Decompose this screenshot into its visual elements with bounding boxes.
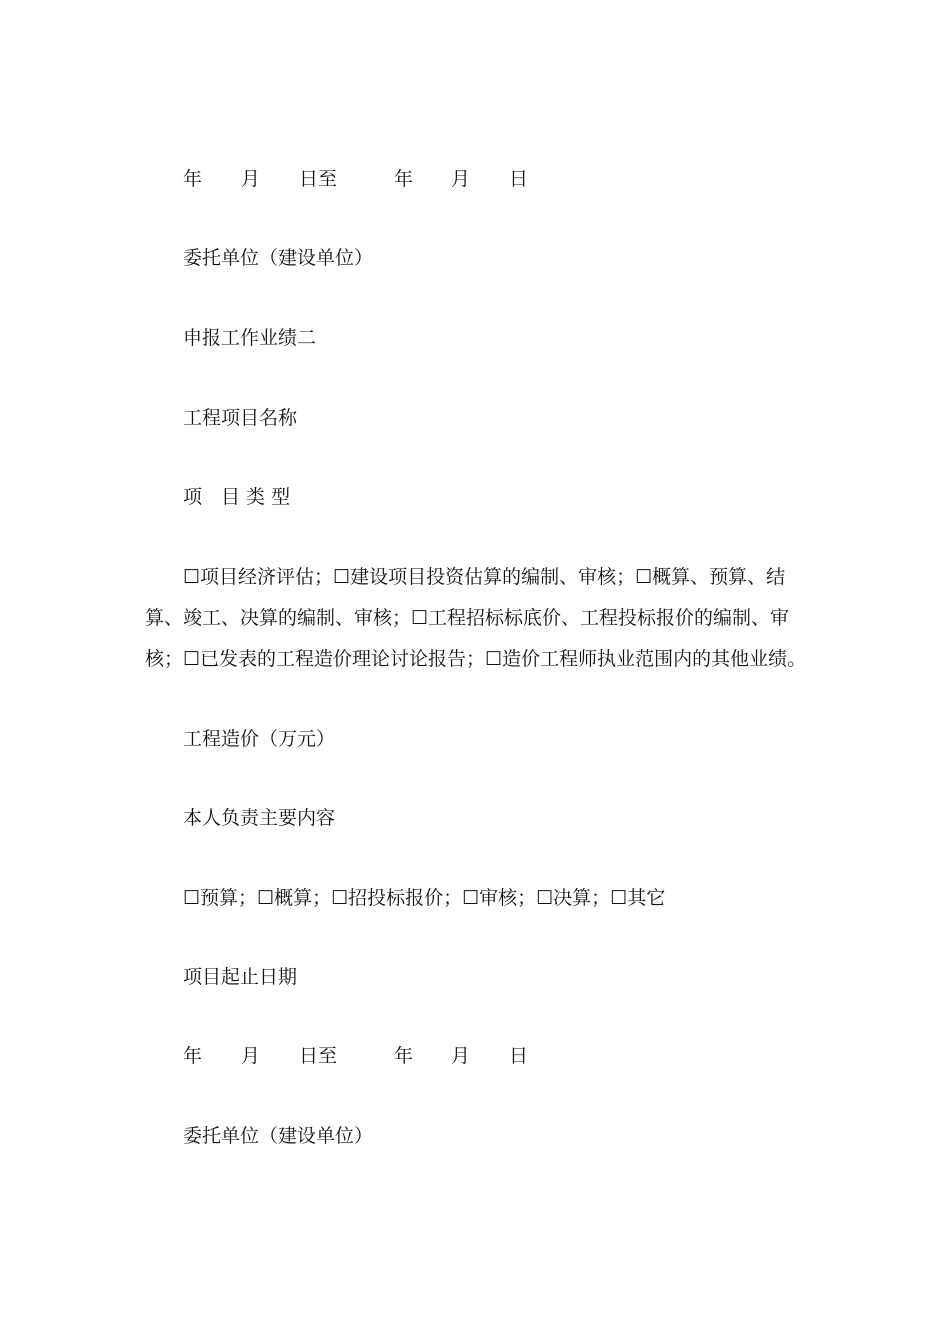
performance-heading: 申报工作业绩二 xyxy=(183,327,317,349)
day-to-label: 日至 xyxy=(299,1045,338,1067)
year-label: 年 xyxy=(394,168,414,190)
year-label: 年 xyxy=(394,1045,414,1067)
month-label: 月 xyxy=(241,1045,261,1067)
responsibility-label: 本人负责主要内容 xyxy=(183,807,336,829)
project-type-options-line-3: 核；☐已发表的工程造价理论讨论报告；☐造价工程师执业范围内的其他业绩。 xyxy=(145,648,807,670)
client-unit-label: 委托单位（建设单位） xyxy=(183,247,374,269)
month-label: 月 xyxy=(451,168,471,190)
day-label: 日 xyxy=(509,1045,529,1067)
month-label: 月 xyxy=(451,1045,471,1067)
year-label: 年 xyxy=(183,1045,203,1067)
responsibility-options: ☐预算；☐概算；☐招投标报价；☐审核；☐决算；☐其它 xyxy=(183,887,666,909)
project-cost-label: 工程造价（万元） xyxy=(183,728,336,750)
project-dates-label: 项目起止日期 xyxy=(183,966,298,988)
day-to-label: 日至 xyxy=(299,168,338,190)
month-label: 月 xyxy=(241,168,261,190)
project-type-label: 项 目 类 型 xyxy=(183,486,291,508)
client-unit-label: 委托单位（建设单位） xyxy=(183,1125,374,1147)
project-type-options-line-2: 算、竣工、决算的编制、审核；☐工程招标标底价、工程投标报价的编制、审 xyxy=(145,607,790,629)
day-label: 日 xyxy=(509,168,529,190)
project-name-label: 工程项目名称 xyxy=(183,407,298,429)
project-type-options-line-1: ☐项目经济评估；☐建设项目投资估算的编制、审核；☐概算、预算、结 xyxy=(183,566,786,588)
year-label: 年 xyxy=(183,168,203,190)
